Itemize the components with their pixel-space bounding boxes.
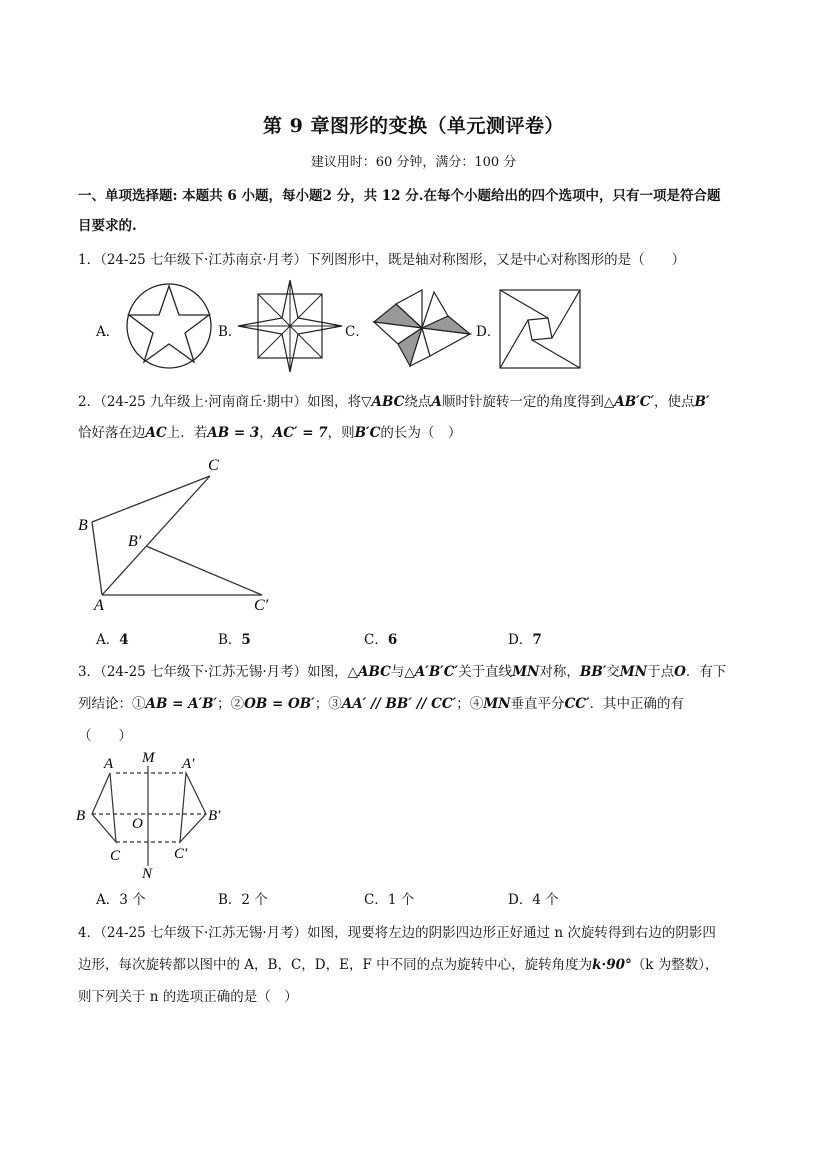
q3-label-n: N: [142, 866, 153, 880]
q2-triangle-abc-prime: △AB′C′: [603, 394, 655, 410]
q3-label-c-prime: C′: [174, 846, 188, 862]
q3-figure-symmetric-triangles: [70, 748, 240, 880]
q4-stem-line3: 则下列关于 n 的选项正确的是（ ）: [78, 989, 298, 1005]
q3-text: 垂直平分: [510, 696, 565, 712]
q2-option-d: [508, 628, 542, 648]
q2-text: 绕点: [404, 394, 432, 410]
section-heading-line1: 一、单项选择题: 本题共 6 小题，每小题2 分，共 12 分.在每个小题给出的四个选项中，只有一项是符合题: [78, 188, 721, 204]
q3-text: 3．（24-25 七年级下·江苏无锡·月考）如图，: [78, 664, 348, 680]
q3-label-m: M: [142, 750, 155, 766]
q2-stem-line2: [78, 421, 461, 441]
q3-label-b-prime: B′: [208, 808, 221, 824]
q1-figure-a-star-in-circle: [120, 282, 218, 370]
q2-option-c: [364, 628, 397, 648]
q3-text: ；④: [456, 696, 484, 712]
q4-text: 边形，每次旋转都以图中的 A，B，C，D，E，F 中不同的点为旋转中心，旋转角度为: [78, 957, 593, 973]
q3-label-a-prime: A′: [182, 756, 195, 772]
q3-label-b: B: [76, 808, 86, 824]
q3-triangle-abc-prime: △A′B′C′: [404, 664, 459, 680]
q2-option-c-value: 6: [387, 632, 398, 648]
q2-text: 上．若: [166, 425, 208, 441]
q2-option-a-value: 4: [119, 632, 129, 648]
q2-option-b-value: 5: [241, 632, 251, 648]
q2-option-a: [96, 628, 129, 648]
q3-text: 与: [390, 664, 405, 680]
section-heading-line2: 目要求的.: [78, 218, 137, 234]
q3-text: 对称，: [539, 664, 580, 680]
q3-label-o: O: [132, 816, 143, 832]
q2-text: 恰好落在边: [78, 425, 146, 441]
q3-stem-line1: [78, 660, 726, 680]
q3-option-d: D．4 个: [508, 892, 559, 908]
q2-label-c-prime: C′: [254, 597, 269, 614]
q3-segment-bb: BB′: [579, 664, 607, 680]
q2-option-b-label: B．: [218, 632, 242, 648]
q3-triangle-abc: △ABC: [347, 664, 391, 680]
q2-figure-rotated-triangles: [70, 450, 290, 618]
q2-text: ，使点: [654, 394, 695, 410]
page-subtitle: 建议用时：60 分钟，满分：100 分: [310, 155, 517, 170]
q2-option-b: [218, 628, 251, 648]
q2-option-d-label: D．: [508, 632, 533, 648]
q3-point-o: O: [674, 664, 686, 680]
q3-text: ．其中正确的有: [589, 696, 685, 712]
q3-conclusion-3: AA′ // BB′ // CC′: [341, 696, 457, 712]
q3-label-a: A: [104, 756, 114, 772]
q4-text: （k 为整数），: [631, 957, 719, 973]
q3-option-c: C．1 个: [364, 892, 415, 908]
q2-label-a: A: [94, 597, 104, 614]
q2-stem-line1: [78, 390, 710, 410]
q3-label-c: C: [110, 848, 121, 864]
q2-point-b-prime: B′: [694, 394, 710, 410]
q2-triangle-abc: ▽ABC: [361, 394, 405, 410]
q2-equation-ab: AB = 3: [207, 425, 260, 441]
q2-text: ，则: [327, 425, 355, 441]
q2-text: 的长为（ ）: [380, 425, 462, 441]
q3-text: 关于直线: [458, 664, 513, 680]
q3-text: ．有下: [685, 664, 727, 680]
q3-line-mn: MN: [512, 664, 540, 680]
q1-option-a-label: A．: [96, 324, 120, 340]
q3-option-a: A．3 个: [96, 892, 146, 908]
q3-line-mn: MN: [619, 664, 648, 680]
q2-option-c-label: C．: [364, 632, 388, 648]
q2-text: 2．（24-25 九年级上·河南商丘·期中）如图，将: [78, 394, 362, 410]
q2-option-a-label: A．: [96, 632, 120, 648]
q1-option-d-label: D．: [476, 324, 501, 340]
q4-angle: k·90°: [592, 957, 632, 973]
q1-stem: 1．（24-25 七年级下·江苏南京·月考）下列图形中，既是轴对称图形，又是中心对称图形的是（ ）: [78, 252, 686, 268]
q3-text: 交: [606, 664, 620, 680]
q1-option-c-label: C．: [345, 324, 369, 340]
q1-figure-c-pinwheel: [370, 286, 474, 370]
q4-stem-line1: 4．（24-25 七年级下·江苏无锡·月考）如图，现要将左边的阴影四边形正好通过 n 次旋转得到右边的阴影四: [78, 925, 716, 941]
q3-conclusion-4-cc: CC′: [564, 696, 590, 712]
q2-label-c: C: [208, 457, 219, 474]
q2-segment-ac: AC: [145, 425, 167, 441]
q3-text: ；③: [314, 696, 342, 712]
q3-stem-line2: [78, 692, 684, 712]
q3-conclusion-2: OB = OB′: [244, 696, 315, 712]
q1-figure-b-eight-point-star: [236, 278, 344, 374]
q2-segment-bc: B′C: [354, 425, 381, 441]
q3-conclusion-1: AB = A′B′: [145, 696, 218, 712]
q3-text: 列结论：①: [78, 696, 146, 712]
q2-label-b-prime: B′: [128, 533, 142, 550]
q3-text: ；②: [217, 696, 245, 712]
q2-label-b: B: [78, 517, 88, 534]
q4-stem-line2: [78, 953, 718, 973]
q2-point-a: A: [431, 394, 442, 410]
q2-equation-ac-prime: AC′ = 7: [272, 425, 328, 441]
q1-figure-d-square-pinwheel: [498, 288, 582, 370]
q2-text: ，: [259, 425, 273, 441]
page-title: 第 9 章图形的变换（单元测评卷）: [263, 115, 564, 137]
q3-text: 于点: [647, 664, 675, 680]
q2-text: 顺时针旋转一定的角度得到: [441, 394, 604, 410]
q3-option-b: B．2 个: [218, 892, 268, 908]
q3-answer-bracket: （ ）: [78, 728, 132, 744]
q1-option-b-label: B．: [218, 324, 242, 340]
q2-option-d-value: 7: [532, 632, 542, 648]
q3-conclusion-4-mn: MN: [483, 696, 511, 712]
